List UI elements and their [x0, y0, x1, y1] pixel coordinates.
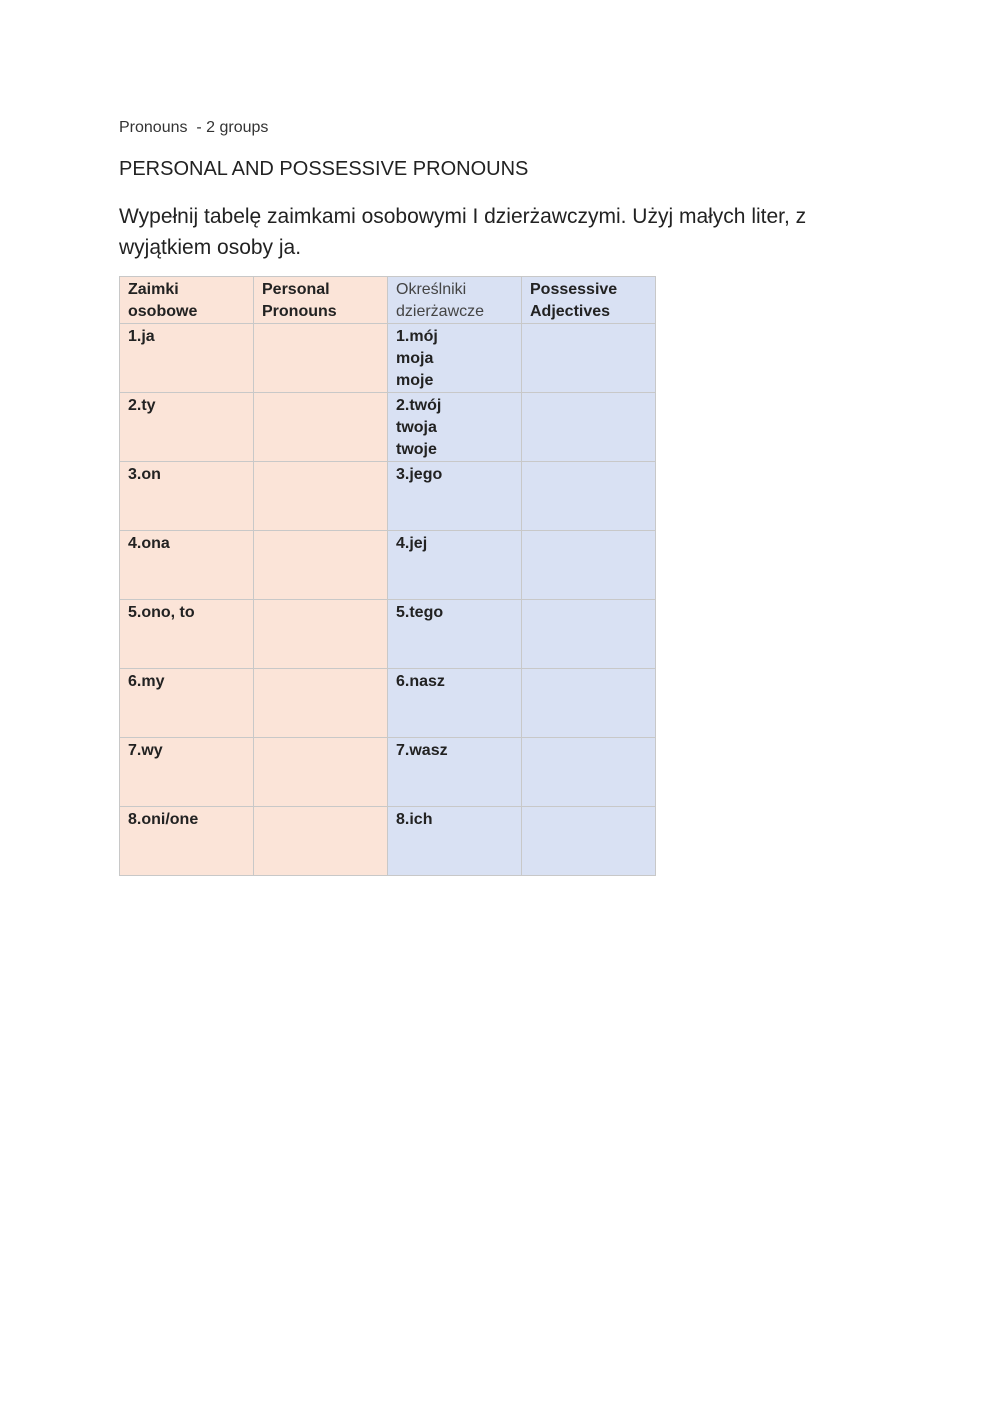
personal-pronoun-cell: 7.wy [120, 738, 254, 807]
possessive-pronoun-cell [388, 738, 522, 807]
possessive-form: twoja [396, 419, 437, 436]
header-text: Personal [262, 281, 330, 298]
possessive-answer-cell[interactable] [522, 807, 656, 876]
possessive-pronoun-cell [388, 531, 522, 600]
possessive-answer-cell[interactable] [522, 462, 656, 531]
header-text: Określniki [396, 281, 467, 298]
table-header-row [120, 277, 656, 324]
header-possessive-adjectives [522, 277, 656, 324]
possessive-pronoun-cell [388, 324, 522, 393]
possessive-answer-cell[interactable] [522, 531, 656, 600]
possessive-answer-cell[interactable] [522, 669, 656, 738]
header-text: dzierżawcze [396, 303, 485, 320]
table-row [120, 669, 656, 738]
possessive-pronoun-cell [388, 393, 522, 462]
personal-pronoun-cell: 6.my [120, 669, 254, 738]
personal-answer-cell[interactable] [254, 738, 388, 807]
possessive-form: 7.wasz [396, 742, 448, 759]
personal-pronoun-cell: 1.ja [120, 324, 254, 393]
possessive-answer-cell[interactable] [522, 393, 656, 462]
possessive-form: 2.twój [396, 397, 442, 414]
worksheet-subtitle: Pronouns - 2 groups [119, 119, 269, 136]
possessive-form: twoje [396, 441, 437, 458]
header-personal-pronouns [254, 277, 388, 324]
possessive-answer-cell[interactable] [522, 738, 656, 807]
table-row [120, 600, 656, 669]
personal-answer-cell[interactable] [254, 393, 388, 462]
possessive-answer-cell[interactable] [522, 600, 656, 669]
table-row [120, 531, 656, 600]
personal-pronoun-cell: 3.on [120, 462, 254, 531]
possessive-pronoun-cell [388, 669, 522, 738]
header-text: Pronouns [262, 303, 337, 320]
possessive-form: 3.jego [396, 466, 443, 483]
personal-answer-cell[interactable] [254, 669, 388, 738]
possessive-pronoun-cell [388, 462, 522, 531]
possessive-form: moja [396, 350, 434, 367]
possessive-form: 4.jej [396, 535, 428, 552]
table-row [120, 738, 656, 807]
personal-answer-cell[interactable] [254, 531, 388, 600]
possessive-form: 8.ich [396, 811, 433, 828]
possessive-pronoun-cell [388, 807, 522, 876]
possessive-pronoun-cell [388, 600, 522, 669]
header-text: Adjectives [530, 303, 611, 320]
possessive-answer-cell[interactable] [522, 324, 656, 393]
header-zaimki-osobowe [120, 277, 254, 324]
personal-pronoun-cell: 2.ty [120, 393, 254, 462]
personal-answer-cell[interactable] [254, 807, 388, 876]
possessive-form: moje [396, 372, 434, 389]
worksheet-heading: PERSONAL AND POSSESSIVE PRONOUNS [119, 158, 529, 180]
possessive-form: 5.tego [396, 604, 444, 621]
personal-pronoun-cell: 8.oni/one [120, 807, 254, 876]
header-okreslniki-dzierzawcze [388, 277, 522, 324]
possessive-form: 6.nasz [396, 673, 445, 690]
worksheet-instructions: Wypełnij tabelę zaimkami osobowymi I dzierżawczymi. Użyj małych liter, z wyjątkiem osoby ja. [119, 205, 807, 259]
header-text: osobowe [128, 303, 198, 320]
table-row [120, 393, 656, 462]
header-text: Possessive [530, 281, 618, 298]
personal-pronoun-cell: 4.ona [120, 531, 254, 600]
personal-pronoun-cell: 5.ono, to [120, 600, 254, 669]
personal-answer-cell[interactable] [254, 600, 388, 669]
table-row [120, 324, 656, 393]
header-text: Zaimki [128, 281, 179, 298]
table-row [120, 462, 656, 531]
personal-answer-cell[interactable] [254, 462, 388, 531]
possessive-form: 1.mój [396, 328, 438, 345]
pronouns-table [119, 276, 656, 876]
table-row [120, 807, 656, 876]
personal-answer-cell[interactable] [254, 324, 388, 393]
